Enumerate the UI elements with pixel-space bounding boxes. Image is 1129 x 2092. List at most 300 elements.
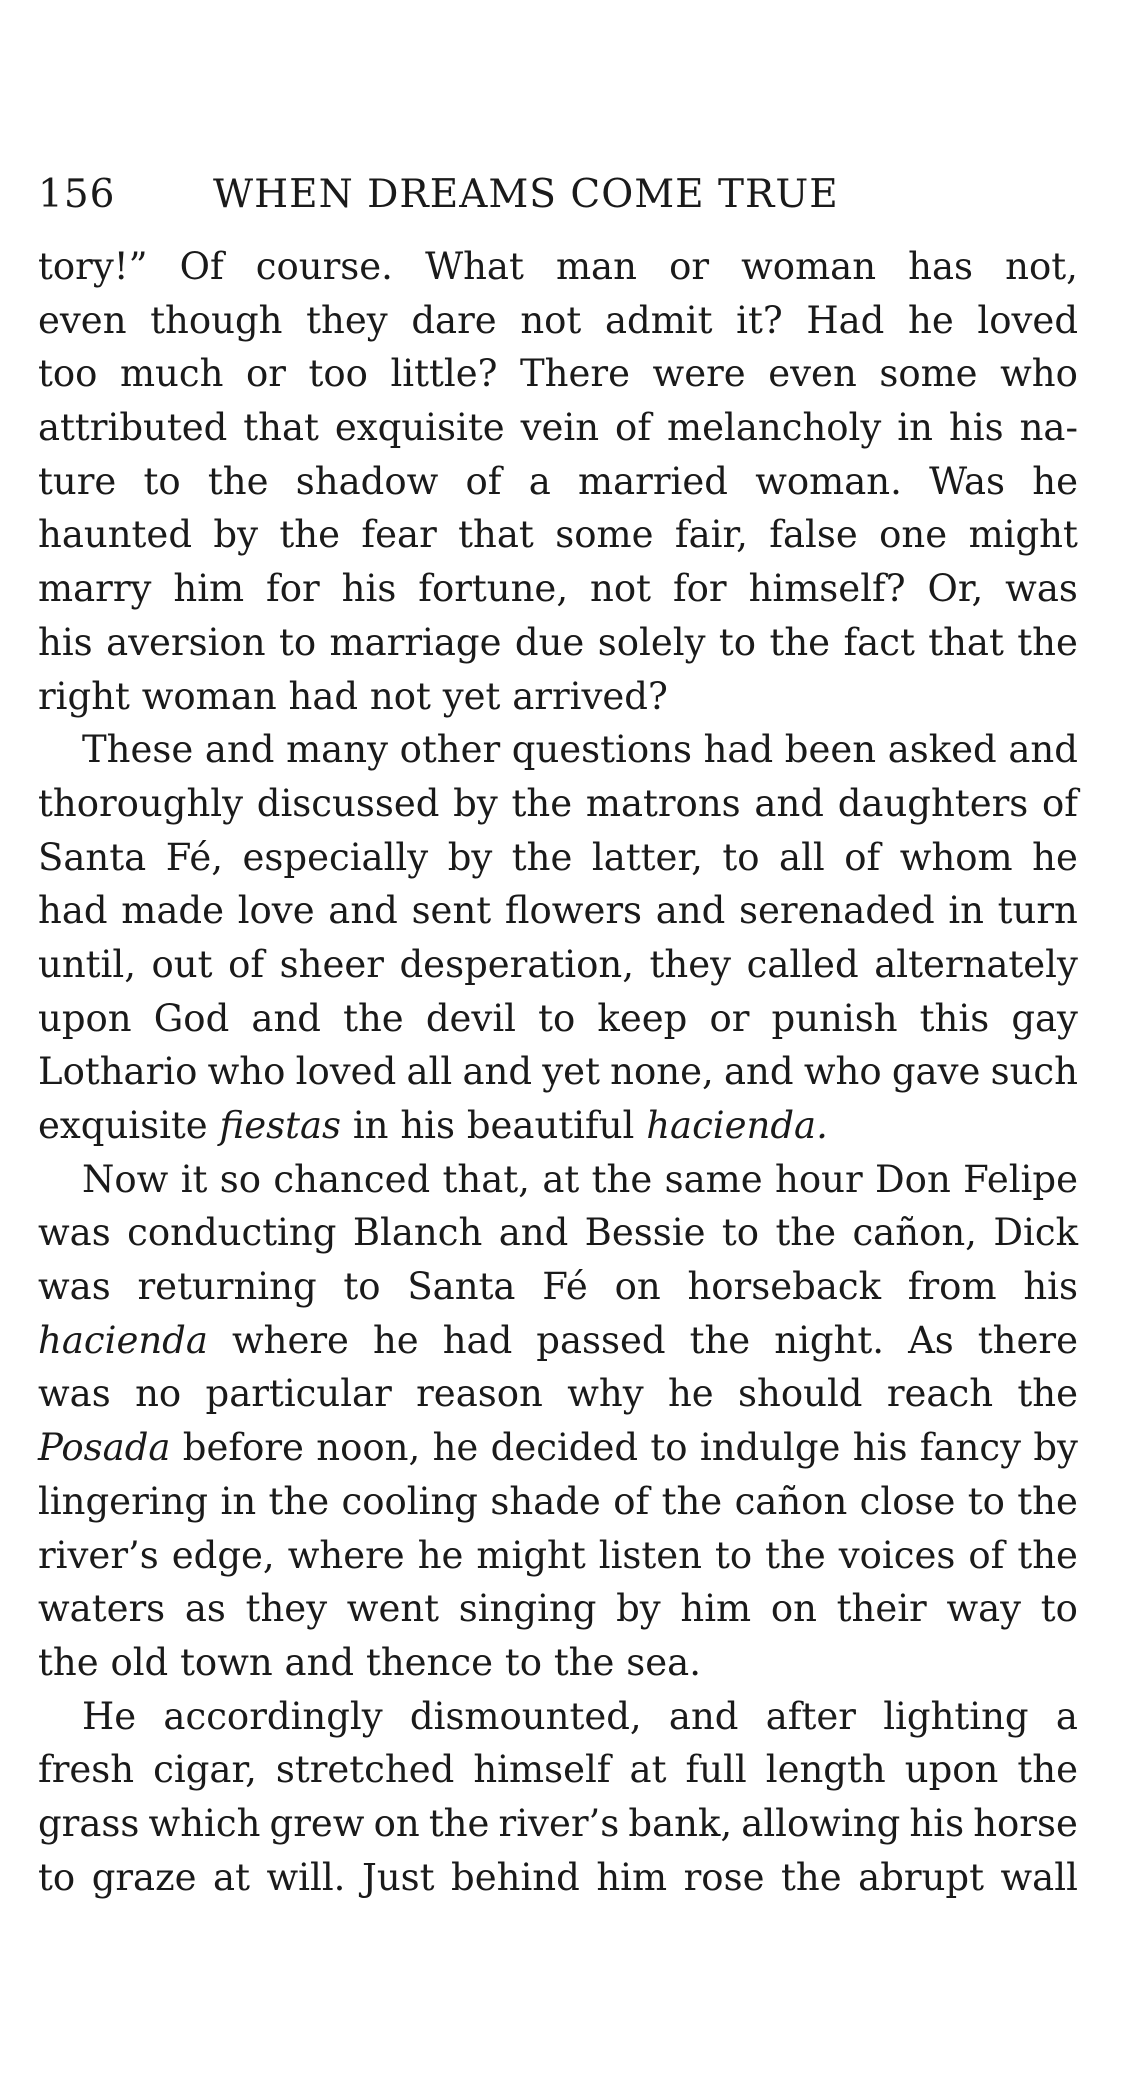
text-line-words (38, 938, 1078, 992)
text-line-words (38, 401, 1078, 455)
word: marry (38, 567, 152, 611)
word: melancholy (667, 406, 882, 450)
word: there (977, 1318, 1078, 1362)
word: grass (38, 1801, 140, 1845)
word: the (591, 1157, 653, 1201)
word: woman (141, 674, 277, 718)
word: cañon, (852, 1211, 977, 1255)
word: where (287, 1533, 405, 1577)
word: why (567, 1372, 644, 1416)
word: dismounted, (409, 1694, 642, 1738)
word: should (738, 1372, 863, 1416)
text-line-words (38, 884, 1078, 938)
word: a (528, 459, 551, 503)
word: reason (416, 1372, 543, 1416)
word: he (1032, 835, 1078, 879)
word: What (425, 245, 524, 288)
text-line-words (38, 240, 1078, 294)
word: the (1017, 1372, 1078, 1416)
word: town (180, 1640, 273, 1684)
word: who (803, 1050, 882, 1094)
word: devil (425, 996, 516, 1040)
word: him (596, 1855, 668, 1899)
text-line (38, 831, 1078, 885)
word: the (279, 513, 341, 557)
word: made (121, 889, 224, 933)
word: love (237, 889, 315, 933)
word: by (616, 1587, 661, 1631)
word: cañon (734, 1479, 848, 1523)
word: same (664, 1157, 763, 1201)
word: or (709, 996, 750, 1040)
text-line (38, 1797, 1078, 1851)
word: punish (771, 996, 898, 1040)
running-head (38, 172, 1078, 222)
text-line (38, 508, 1078, 562)
word: woman. (755, 459, 902, 503)
text-line (38, 455, 1078, 509)
word: the (689, 1318, 751, 1362)
word: this (919, 996, 990, 1040)
text-line-words (38, 1421, 1078, 1475)
text-line-words (38, 1206, 1078, 1260)
word: fortune, (418, 567, 569, 611)
text-line (38, 938, 1078, 992)
word: woman (741, 245, 877, 288)
word: the (775, 1211, 837, 1255)
word: Felipe (963, 1157, 1078, 1201)
word: Bessie (584, 1211, 706, 1255)
word: and (1008, 728, 1078, 772)
text-line-words (38, 670, 1078, 724)
word: Blanch (352, 1211, 483, 1255)
word: for (266, 567, 320, 611)
text-line-words (38, 508, 1078, 562)
word: desperation, (399, 942, 634, 986)
word: by (1033, 1426, 1078, 1470)
word: the (268, 1479, 330, 1523)
text-line-words (38, 616, 1078, 670)
word: gave (891, 1050, 981, 1094)
word: hacienda (38, 1318, 208, 1362)
word: edge, (171, 1533, 275, 1577)
word: or (669, 245, 710, 288)
word: has (908, 245, 974, 288)
word: the (1017, 620, 1078, 664)
word: even (38, 298, 127, 342)
text-line-words (38, 1851, 1078, 1905)
word: his (909, 1801, 965, 1845)
text-line-words (38, 1045, 1078, 1099)
word: too (308, 352, 368, 396)
word: to (718, 620, 757, 664)
word: on (373, 1801, 420, 1845)
word: cooling (341, 1479, 478, 1523)
word: horseback (687, 1265, 882, 1309)
word: whom (899, 835, 1013, 879)
text-line (38, 562, 1078, 616)
word: loved (977, 298, 1078, 342)
word: might (968, 513, 1078, 557)
word: he (1032, 459, 1078, 503)
word: length (765, 1748, 886, 1792)
word: by (447, 835, 493, 879)
text-line (38, 1314, 1078, 1368)
word: the (1017, 1748, 1078, 1792)
word: horse (973, 1801, 1078, 1845)
text-line-words (38, 1529, 1078, 1583)
text-line-words (38, 1743, 1078, 1797)
word: to (538, 996, 576, 1040)
word: yet (542, 1050, 600, 1094)
word: fact (843, 620, 915, 664)
body-text (38, 240, 1078, 1904)
text-line (38, 1099, 1078, 1153)
word: he (372, 1318, 419, 1362)
word: passed (536, 1318, 666, 1362)
word: solely (597, 620, 706, 664)
word: shade (490, 1479, 601, 1523)
text-line (38, 347, 1078, 401)
word: aversion (106, 620, 266, 664)
word: him (173, 567, 245, 611)
word: There (520, 352, 630, 396)
word: of (613, 1479, 650, 1523)
word: and (754, 781, 824, 825)
word: himself? (748, 567, 906, 611)
text-line-words (38, 1636, 1078, 1690)
word: behind (451, 1855, 580, 1899)
word: God (153, 996, 230, 1040)
text-line (38, 884, 1078, 938)
page-number: 156 (38, 172, 116, 217)
word: him (680, 1587, 752, 1631)
word: These (82, 728, 194, 772)
word: fair, (674, 513, 748, 557)
text-line (38, 1529, 1078, 1583)
word: rose (683, 1855, 765, 1899)
word: on (614, 1265, 661, 1309)
word: sent (411, 889, 492, 933)
word: old (110, 1640, 169, 1684)
word: in (352, 1104, 389, 1147)
text-line-words (38, 1475, 1078, 1529)
word: from (907, 1265, 997, 1309)
text-line-words (38, 1099, 1078, 1153)
word: that (458, 513, 534, 557)
word: to (967, 1479, 1005, 1523)
word: though (150, 298, 283, 342)
word: ture (38, 459, 117, 503)
word: matrons (585, 781, 741, 825)
word: exquisite (334, 406, 505, 450)
word: tory!” (38, 245, 148, 288)
word: or (245, 352, 286, 396)
word: exquisite (38, 1104, 208, 1147)
word: so (219, 1157, 262, 1201)
word: Now (82, 1157, 169, 1201)
word: his (852, 1426, 908, 1470)
word: noon, (316, 1426, 421, 1470)
word: conducting (127, 1211, 337, 1255)
word: of (844, 835, 881, 879)
word: cigar, (153, 1748, 257, 1792)
word: and (204, 728, 275, 772)
word: to (650, 1426, 688, 1470)
word: thoroughly (38, 781, 244, 825)
text-line (38, 1260, 1078, 1314)
word: the (511, 781, 573, 825)
word: at (629, 1748, 667, 1792)
word: the (207, 459, 269, 503)
word: attributed (38, 406, 228, 450)
text-line (38, 1690, 1078, 1744)
word: sheer (279, 942, 384, 986)
word: close (859, 1479, 956, 1523)
book-page (38, 172, 1078, 1904)
word: As (908, 1318, 954, 1362)
word: by (453, 781, 498, 825)
text-line (38, 777, 1078, 831)
word: his (948, 406, 1004, 450)
word: the (661, 1479, 723, 1523)
word: been (784, 728, 877, 772)
word: to (278, 620, 317, 664)
word: will. (266, 1855, 346, 1899)
word: Fé, (165, 835, 223, 879)
word: hour (775, 1157, 863, 1201)
word: latter, (591, 835, 703, 879)
word: fresh (38, 1748, 135, 1792)
word: the (1017, 1479, 1078, 1523)
text-line (38, 1153, 1078, 1207)
word: Santa (38, 835, 147, 879)
word: he (908, 298, 954, 342)
text-line (38, 1743, 1078, 1797)
word: flowers (504, 889, 643, 933)
word: voices (838, 1533, 956, 1577)
word: vein (520, 406, 600, 450)
text-line-words (38, 1260, 1078, 1314)
word: who (1000, 352, 1078, 396)
text-line-words (38, 294, 1078, 348)
word: river’s (498, 1801, 620, 1845)
word: and (724, 1050, 794, 1094)
word: to (714, 1533, 753, 1577)
word: all (406, 1050, 453, 1094)
word: alternately (874, 942, 1078, 986)
word: Dick (993, 1211, 1078, 1255)
word: his (341, 567, 397, 611)
word: in (897, 406, 933, 450)
word: and (284, 1640, 355, 1684)
word: daughters (837, 781, 1029, 825)
word: himself (473, 1748, 611, 1792)
word: the (428, 1801, 490, 1845)
word: reach (886, 1372, 994, 1416)
word: allowing (741, 1801, 901, 1845)
word: out (151, 942, 213, 986)
text-line-words (38, 1367, 1078, 1421)
word: had (442, 1318, 513, 1362)
word: bank, (628, 1801, 733, 1845)
word: they (245, 1587, 328, 1631)
text-line (38, 1636, 1078, 1690)
word: of (465, 459, 502, 503)
word: way (946, 1587, 1022, 1631)
word: and (251, 996, 321, 1040)
text-line-words (38, 455, 1078, 509)
word: chanced (273, 1157, 431, 1201)
word: upon (38, 996, 132, 1040)
word: of (615, 406, 652, 450)
text-line (38, 1367, 1078, 1421)
word: and (668, 1694, 739, 1738)
word: wall (1000, 1855, 1078, 1899)
word: gay (1011, 996, 1078, 1040)
text-line (38, 723, 1078, 777)
word: beautiful (466, 1104, 635, 1147)
word: river’s (38, 1533, 159, 1577)
text-line-words (38, 347, 1078, 401)
word: that (243, 406, 319, 450)
word: it (180, 1157, 208, 1201)
word: returning (137, 1265, 317, 1309)
word: Was (929, 459, 1005, 503)
word: little? (390, 352, 498, 396)
text-line-words (38, 1314, 1078, 1368)
word: right (38, 674, 130, 718)
word: Or, (927, 567, 984, 611)
text-line-words (38, 831, 1078, 885)
word: Had (806, 298, 885, 342)
word: were (652, 352, 746, 396)
word: in (220, 1479, 257, 1523)
text-line-words (82, 723, 1078, 777)
word: the (553, 1640, 615, 1684)
word: he (417, 1533, 464, 1577)
word: yet (442, 674, 501, 718)
word: grew (269, 1801, 365, 1845)
word: the (781, 1855, 842, 1899)
word: He (82, 1694, 137, 1738)
word: was (38, 1211, 111, 1255)
text-line-words (38, 992, 1078, 1046)
word: hacienda. (646, 1104, 828, 1147)
word: married (578, 459, 728, 503)
text-line (38, 1206, 1078, 1260)
word: Don (875, 1157, 951, 1201)
word: his (38, 620, 93, 664)
word: stretched (275, 1748, 455, 1792)
word: much (119, 352, 224, 396)
word: a (1055, 1694, 1078, 1738)
word: the (1017, 1533, 1078, 1577)
word: some (555, 513, 654, 557)
word: he (432, 1426, 479, 1470)
text-line (38, 401, 1078, 455)
word: for (672, 567, 727, 611)
word: at (213, 1855, 250, 1899)
word: Of (179, 245, 224, 288)
word: they (649, 942, 732, 986)
word: the (769, 620, 831, 664)
word: had (703, 728, 774, 772)
word: to (343, 1265, 381, 1309)
word: their (836, 1587, 927, 1631)
text-line (38, 616, 1078, 670)
word: had (38, 889, 108, 933)
word: Posada (38, 1426, 171, 1470)
word: to (1040, 1587, 1078, 1631)
word: to (504, 1640, 542, 1684)
word: not, (1005, 245, 1078, 288)
text-line (38, 240, 1078, 294)
text-line-words (38, 562, 1078, 616)
word: might (476, 1533, 586, 1577)
word: graze (91, 1855, 197, 1899)
word: such (990, 1050, 1078, 1094)
word: until, (38, 942, 136, 986)
text-line (38, 1582, 1078, 1636)
text-line (38, 294, 1078, 348)
word: and (498, 1211, 569, 1255)
word: to (722, 835, 760, 879)
word: of (1042, 781, 1078, 825)
word: asked (887, 728, 997, 772)
word: that (928, 620, 1004, 664)
word: particular (205, 1372, 392, 1416)
word: and (462, 1050, 533, 1094)
word: the (38, 1640, 99, 1684)
word: it? (736, 298, 783, 342)
word: discussed (256, 781, 440, 825)
word: keep (597, 996, 688, 1040)
word: serenaded (739, 889, 935, 933)
word: false (769, 513, 858, 557)
word: the (511, 835, 573, 879)
word: not (369, 674, 431, 718)
word: accordingly (163, 1694, 383, 1738)
word: some (879, 352, 978, 396)
word: no (135, 1372, 182, 1416)
word: as (184, 1587, 226, 1631)
word: had (288, 674, 359, 718)
word: loved (295, 1050, 397, 1094)
word: went (346, 1587, 440, 1631)
word: arrived? (512, 674, 668, 718)
word: he (667, 1372, 714, 1416)
word: and (328, 889, 398, 933)
word: none, (610, 1050, 714, 1094)
word: Just (361, 1855, 435, 1899)
word: man (555, 245, 637, 288)
text-line-words (38, 1797, 1078, 1851)
word: shadow (295, 459, 439, 503)
word: and (655, 889, 726, 933)
word: marriage (329, 620, 502, 664)
word: the (765, 1533, 826, 1577)
text-line (38, 1475, 1078, 1529)
word: waters (38, 1587, 166, 1631)
word: especially (242, 835, 429, 879)
word: other (399, 728, 501, 772)
word: lighting (883, 1694, 1029, 1738)
word: the (343, 996, 404, 1040)
running-title: WHEN DREAMS COME TRUE (213, 172, 839, 217)
word: listen (598, 1533, 702, 1577)
word: haunted (38, 513, 192, 557)
